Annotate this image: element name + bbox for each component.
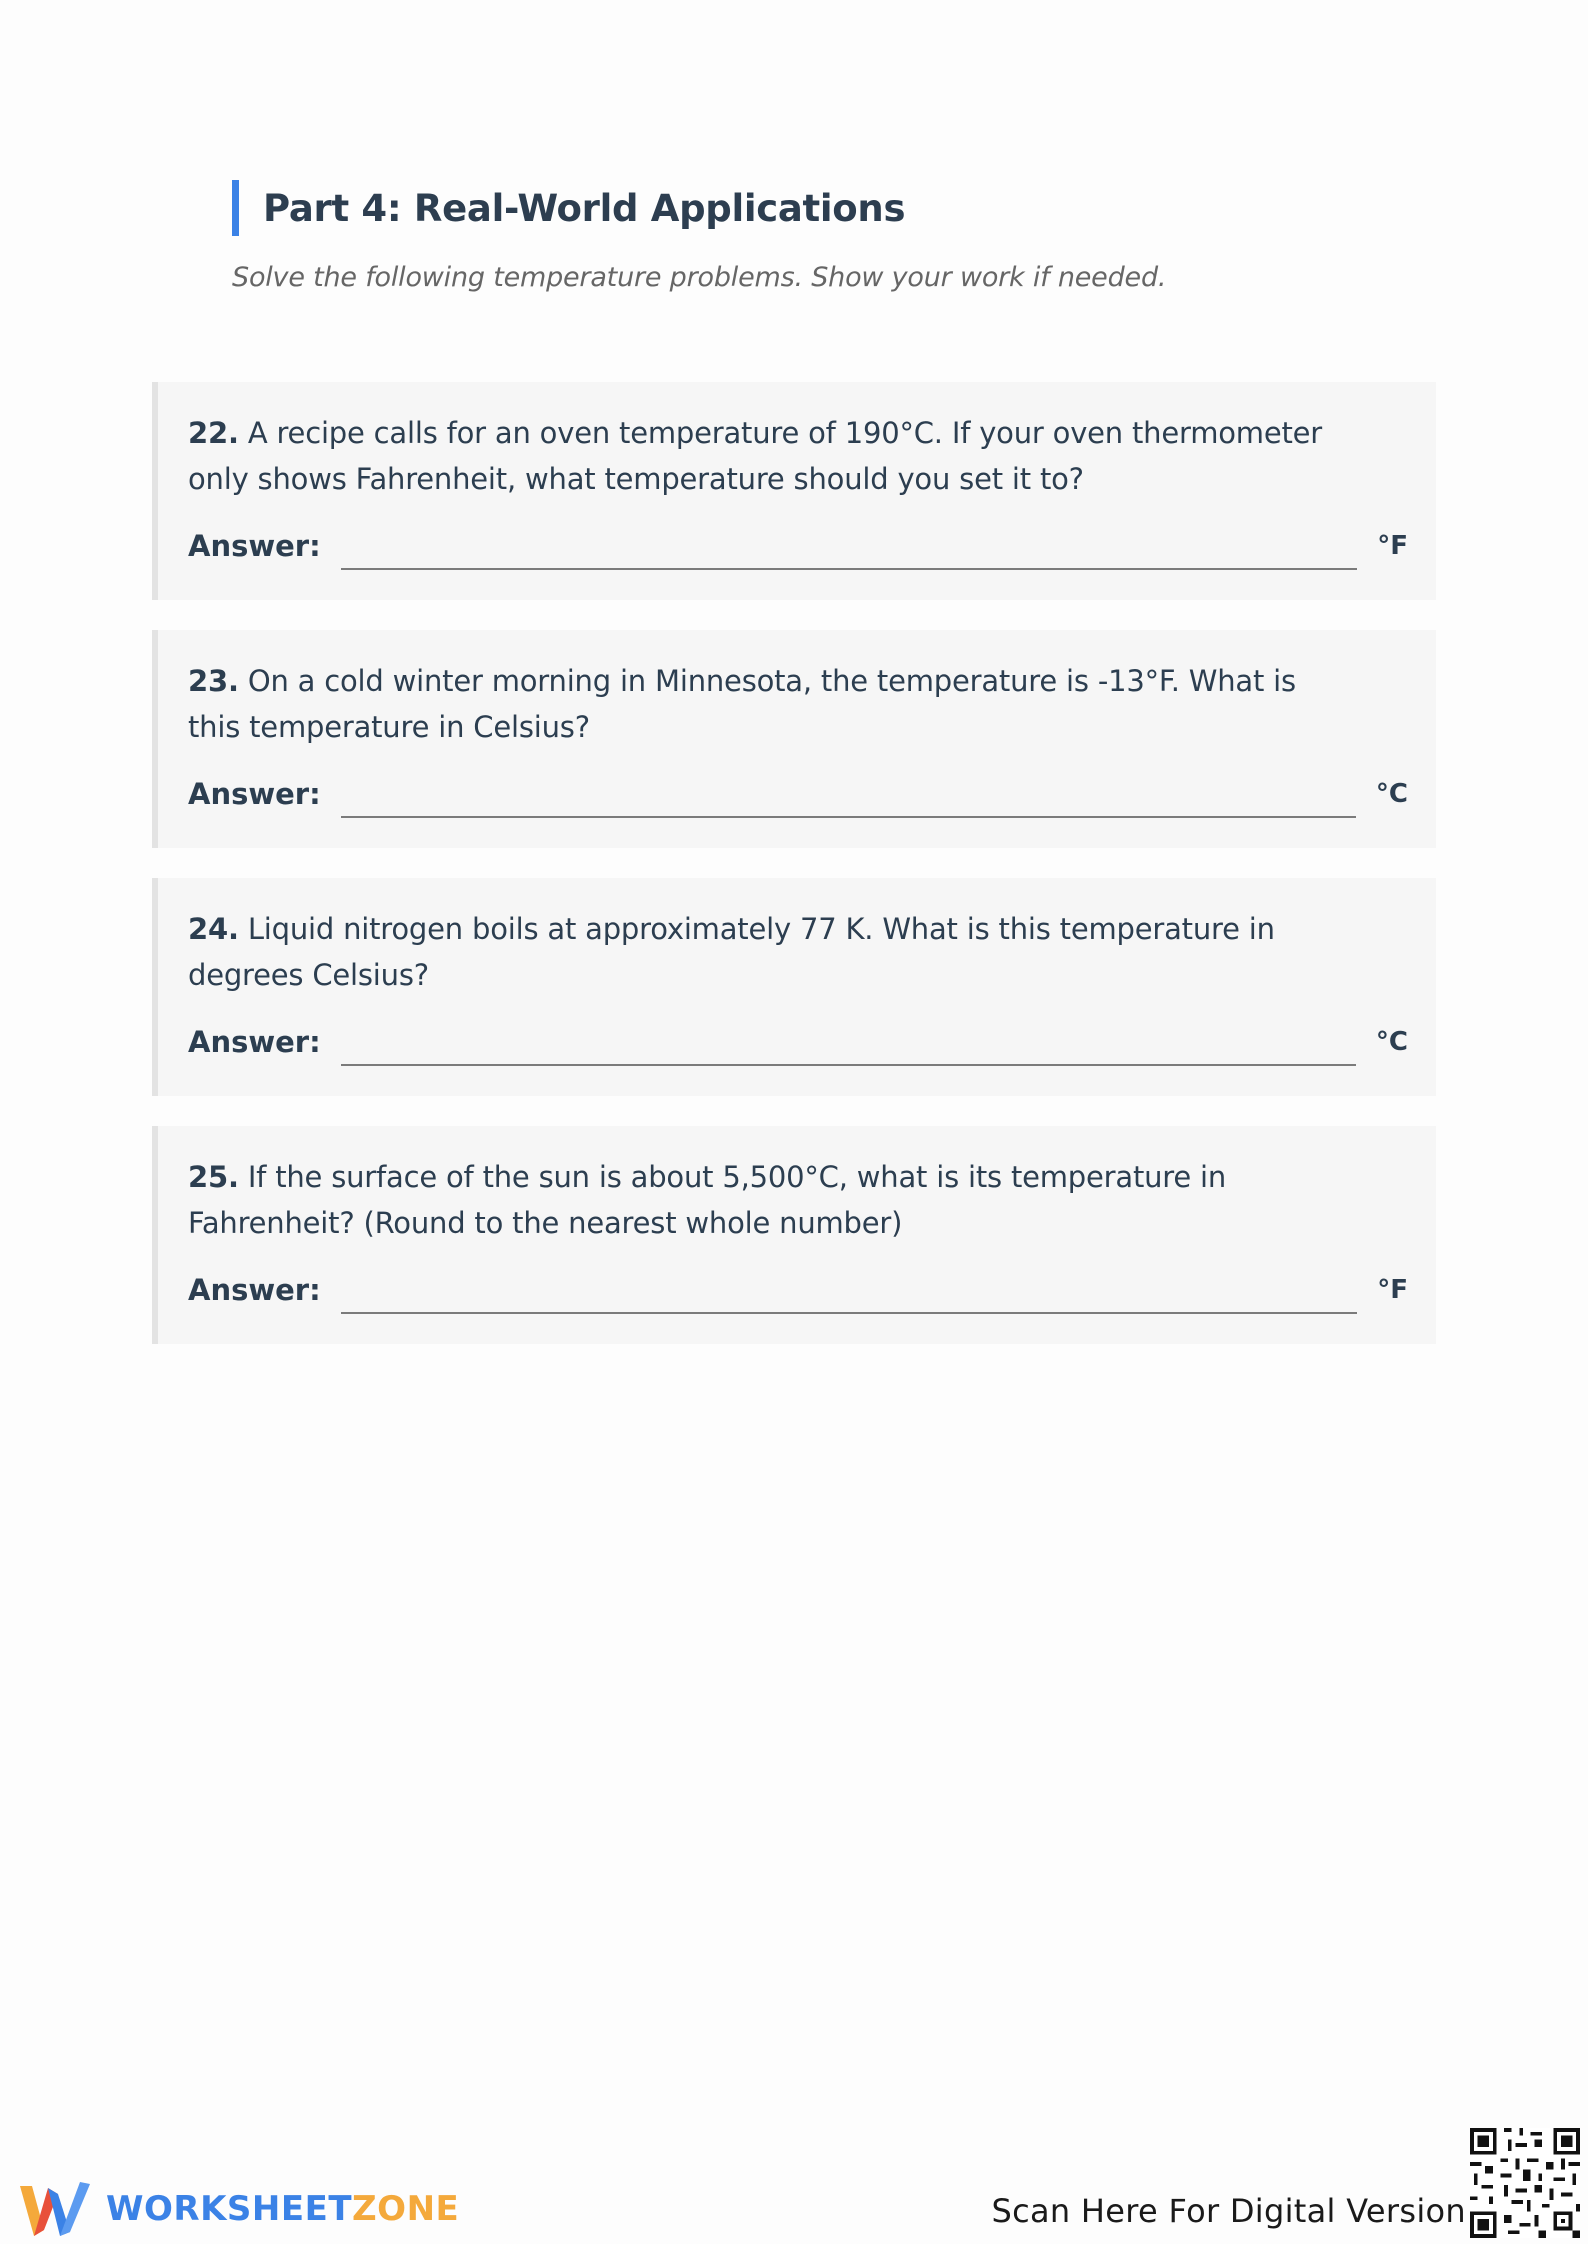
answer-field[interactable] xyxy=(341,1268,1358,1314)
logo-text xyxy=(106,2189,459,2229)
question-prompt: If the surface of the sun is about 5,500°C, what is its temperature in Fahrenheit? (Round to the nearest whole number) xyxy=(188,1160,1227,1240)
question-prompt: A recipe calls for an oven temperature of 190°C. If your oven thermometer only shows Fahrenheit, what temperature should you set it to? xyxy=(188,416,1323,496)
question-text xyxy=(188,906,1356,998)
question-number: 22. xyxy=(188,416,239,450)
logo-text-zone: ZONE xyxy=(352,2189,460,2229)
answer-unit: °F xyxy=(1377,531,1408,561)
question-text xyxy=(188,1154,1356,1246)
answer-field[interactable] xyxy=(341,772,1356,818)
question-card-22 xyxy=(152,382,1436,600)
question-prompt: On a cold winter morning in Minnesota, the temperature is -13°F. What is this temperature in Celsius? xyxy=(188,664,1296,744)
question-list xyxy=(152,382,1436,1374)
answer-unit: °F xyxy=(1377,1275,1408,1305)
answer-field[interactable] xyxy=(341,524,1358,570)
section-instructions: Solve the following temperature problems. Show your work if needed. xyxy=(232,262,1167,293)
worksheetzone-logo-icon xyxy=(18,2180,96,2238)
answer-label: Answer: xyxy=(188,1273,321,1307)
answer-row xyxy=(188,524,1408,574)
scan-caption: Scan Here For Digital Version xyxy=(991,2192,1466,2230)
answer-field[interactable] xyxy=(341,1020,1356,1066)
answer-label: Answer: xyxy=(188,1025,321,1059)
question-number: 24. xyxy=(188,912,239,946)
logo-text-worksheet: WORKSHEET xyxy=(106,2189,353,2229)
section-title: Part 4: Real-World Applications xyxy=(263,186,906,230)
section-header xyxy=(232,180,905,236)
question-text xyxy=(188,658,1356,750)
answer-unit: °C xyxy=(1375,1027,1408,1057)
question-card-24 xyxy=(152,878,1436,1096)
answer-label: Answer: xyxy=(188,529,321,563)
answer-unit: °C xyxy=(1375,779,1408,809)
question-prompt: Liquid nitrogen boils at approximately 77 K. What is this temperature in degrees Celsius? xyxy=(188,912,1275,992)
answer-row xyxy=(188,1268,1408,1318)
worksheetzone-logo[interactable] xyxy=(18,2180,459,2238)
question-card-23 xyxy=(152,630,1436,848)
answer-row xyxy=(188,772,1408,822)
answer-label: Answer: xyxy=(188,777,321,811)
qr-code-icon[interactable] xyxy=(1470,2128,1580,2238)
question-text xyxy=(188,410,1356,502)
question-number: 23. xyxy=(188,664,239,698)
answer-row xyxy=(188,1020,1408,1070)
question-card-25 xyxy=(152,1126,1436,1344)
question-number: 25. xyxy=(188,1160,239,1194)
